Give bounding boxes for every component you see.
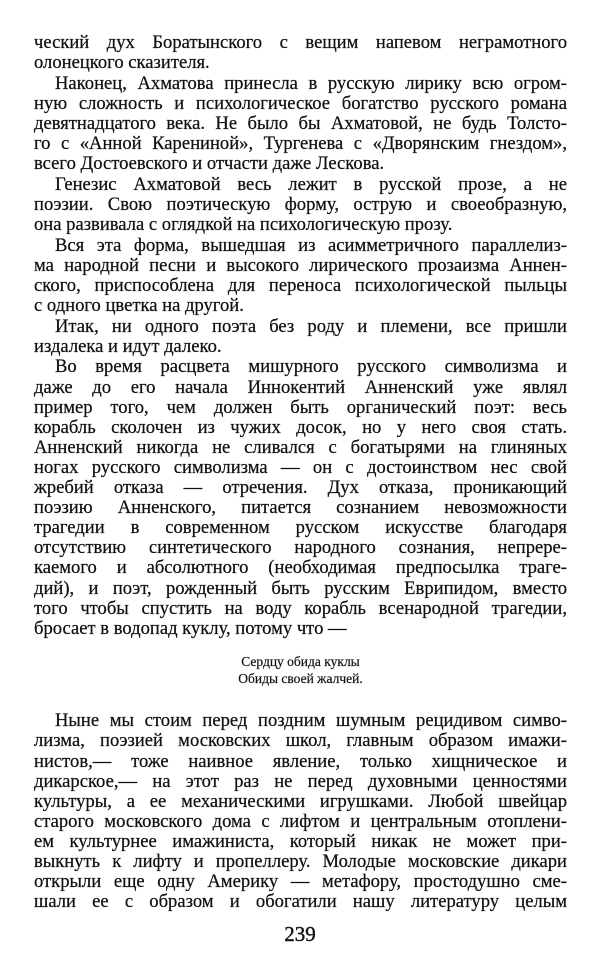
paragraph [34, 317, 567, 357]
text-line: Наконец, Ахматова принесла в русскую лирику всю огром- [55, 72, 567, 94]
text-line: лизма, поэзией московских школ, главным образом имажи- [34, 730, 567, 752]
text-line: го с «Анной Карениной», Тургенева с «Дворянским гнездом», [34, 133, 567, 155]
text-line: Во время расцвета мишурного русского символизма и [55, 356, 567, 378]
text-line: бросает в водопад куклу, потому что — [34, 617, 347, 639]
text-line: того чтобы спустить на воду корабль всенародной трагедии, [34, 597, 567, 619]
text-line: олонецкого сказителя. [34, 52, 210, 74]
text-line: ческий дух Боратынского с вещим напевом неграмотного [34, 32, 567, 53]
text-line: Генезис Ахматовой весь лежит в русской прозе, а не [55, 173, 567, 195]
text-line: отсутствию синтетического народного сознания, непрере- [34, 537, 567, 559]
text-line: ем культурнее имажиниста, который никак не может при- [34, 830, 567, 852]
text-line: шали ее с образом и обогатили нашу литературу целым [34, 891, 567, 913]
text-line: пример того, чем должен быть органический поэт: весь [34, 396, 567, 418]
page-body [34, 33, 567, 913]
text-line: Ныне мы стоим перед поздним шумным рецидивом симво- [55, 710, 567, 732]
text-line: открыли еще одну Америку — метафору, простодушно сме- [34, 871, 567, 893]
text-line: ную сложность и психологическое богатство русского романа [34, 92, 567, 114]
text-line: старого московского дома с лифтом и центральным отоплени- [34, 810, 567, 832]
text-line: ногах русского символизма — он с достоинством нес свой [34, 456, 567, 478]
text-line: ма народной песни и высокого лирического прозаизма Аннен- [34, 254, 567, 276]
text-line: корабль сколочен из чужих досок, но у него своя стать. [34, 416, 567, 438]
paragraph [34, 33, 567, 73]
text-line: девятнадцатого века. Не было бы Ахматовой, не будь Толсто- [34, 112, 567, 134]
text-line: Анненский никогда не сливался с богатырями на глиняных [34, 436, 567, 458]
text-line: ского, приспособлена для переноса психологической пыльцы [34, 274, 567, 296]
poem-quote [34, 653, 567, 687]
text-line: всего Достоевского и отчасти даже Лескова. [34, 153, 385, 175]
text-line: издалека и идут далеко. [34, 335, 222, 357]
text-line: трагедии в современном русском искусстве благодаря [34, 517, 567, 539]
paragraph [34, 711, 567, 912]
paragraph [34, 357, 567, 638]
text-line: Вся эта форма, вышедшая из асимметричного параллелиз- [55, 234, 567, 256]
quote-line: Обиды своей жалчей. [238, 671, 363, 687]
paragraph [34, 236, 567, 316]
main-text-bottom [34, 711, 567, 913]
text-line: выкнуть к лифту и пропеллеру. Молодые московские дикари [34, 851, 567, 873]
text-line: дий), и поэт, рожденный быть русским Еврипидом, вместо [34, 577, 567, 599]
page-number: 239 [284, 922, 316, 946]
paragraph [34, 175, 567, 235]
text-line: культуры, а ее механическими игрушками. Любой швейцар [34, 790, 567, 812]
text-line: Итак, ни одного поэта без роду и племени, все пришли [55, 315, 567, 337]
text-line: поэзию Анненского, питается сознанием невозможности [34, 497, 567, 519]
quote-line: Сердцу обида куклы [241, 654, 360, 670]
text-line: поэзии. Свою поэтическую форму, острую и своеобразную, [34, 193, 567, 215]
text-line: даже до его начала Иннокентий Анненский уже являл [34, 376, 567, 398]
text-line: с одного цветка на другой. [34, 295, 244, 316]
text-line: она развивала с оглядкой на психологическую прозу. [34, 214, 453, 236]
text-line: нистов,— тоже наивное явление, только хищническое и [34, 750, 567, 772]
text-line: жребий отказа — отречения. Дух отказа, проникающий [34, 477, 567, 499]
main-text-top [34, 33, 567, 639]
text-line: каемого и абсолютного (необходимая предпосылка траге- [34, 557, 567, 579]
text-line: дикарское,— на этот раз не перед духовными ценностями [34, 770, 567, 792]
paragraph [34, 74, 567, 174]
